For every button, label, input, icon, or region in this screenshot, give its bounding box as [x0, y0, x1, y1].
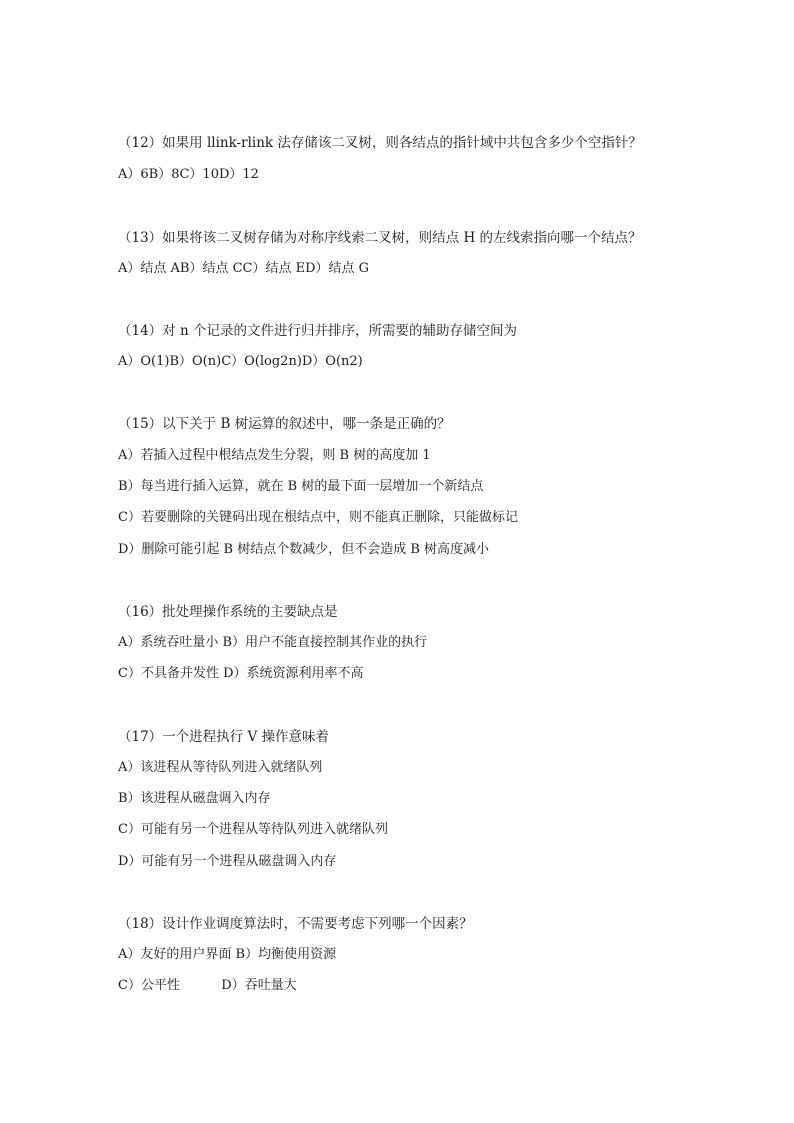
question-17-option-a: A）该进程从等待队列进入就绪队列 — [118, 760, 323, 775]
question-13-stem: （13）如果将该二叉树存储为对称序线索二叉树，则结点 H 的左线索指向哪一个结点？ — [118, 230, 642, 246]
question-15-option-c: C）若要删除的关键码出现在根结点中，则不能真正删除，只能做标记 — [118, 510, 518, 525]
question-18-stem: （18）设计作业调度算法时，不需要考虑下列哪一个因素？ — [118, 916, 473, 932]
question-17-option-c: C）可能有另一个进程从等待队列进入就绪队列 — [118, 822, 388, 837]
question-15-option-d: D）删除可能引起 B 树结点个数减少，但不会造成 B 树高度减小 — [118, 542, 490, 557]
question-17-option-d: D）可能有另一个进程从磁盘调入内存 — [118, 854, 337, 869]
question-18-options-cd: C）公平性 D）吞吐量大 — [118, 978, 297, 993]
question-13-options: A）结点 AB）结点 CC）结点 ED）结点 G — [118, 261, 370, 276]
question-14-options: A）O(1)B）O(n)C）O(log2n)D）O(n2) — [118, 354, 363, 369]
question-12-stem: （12）如果用 llink-rlink 法存储该二叉树，则各结点的指针域中共包含多少个空指针？ — [118, 135, 642, 151]
question-16-options-cd: C）不具备并发性 D）系统资源利用率不高 — [118, 666, 364, 681]
question-17-option-b: B）该进程从磁盘调入内存 — [118, 791, 271, 806]
question-12-options: A）6B）8C）10D）12 — [118, 167, 259, 182]
question-15-option-b: B）每当进行插入运算，就在 B 树的最下面一层增加一个新结点 — [118, 479, 484, 494]
question-14-stem: （14）对 n 个记录的文件进行归并排序，所需要的辅助存储空间为 — [118, 323, 517, 339]
question-15-stem: （15）以下关于 B 树运算的叙述中，哪一条是正确的？ — [118, 416, 451, 432]
question-15-option-a: A）若插入过程中根结点发生分裂，则 B 树的高度加 1 — [118, 448, 431, 463]
question-16-stem: （16）批处理操作系统的主要缺点是 — [118, 604, 338, 620]
question-16-options-ab: A）系统吞吐量小 B）用户不能直接控制其作业的执行 — [118, 635, 428, 650]
question-17-stem: （17）一个进程执行 V 操作意味着 — [118, 729, 330, 745]
question-18-options-ab: A）友好的用户界面 B）均衡使用资源 — [118, 947, 337, 962]
